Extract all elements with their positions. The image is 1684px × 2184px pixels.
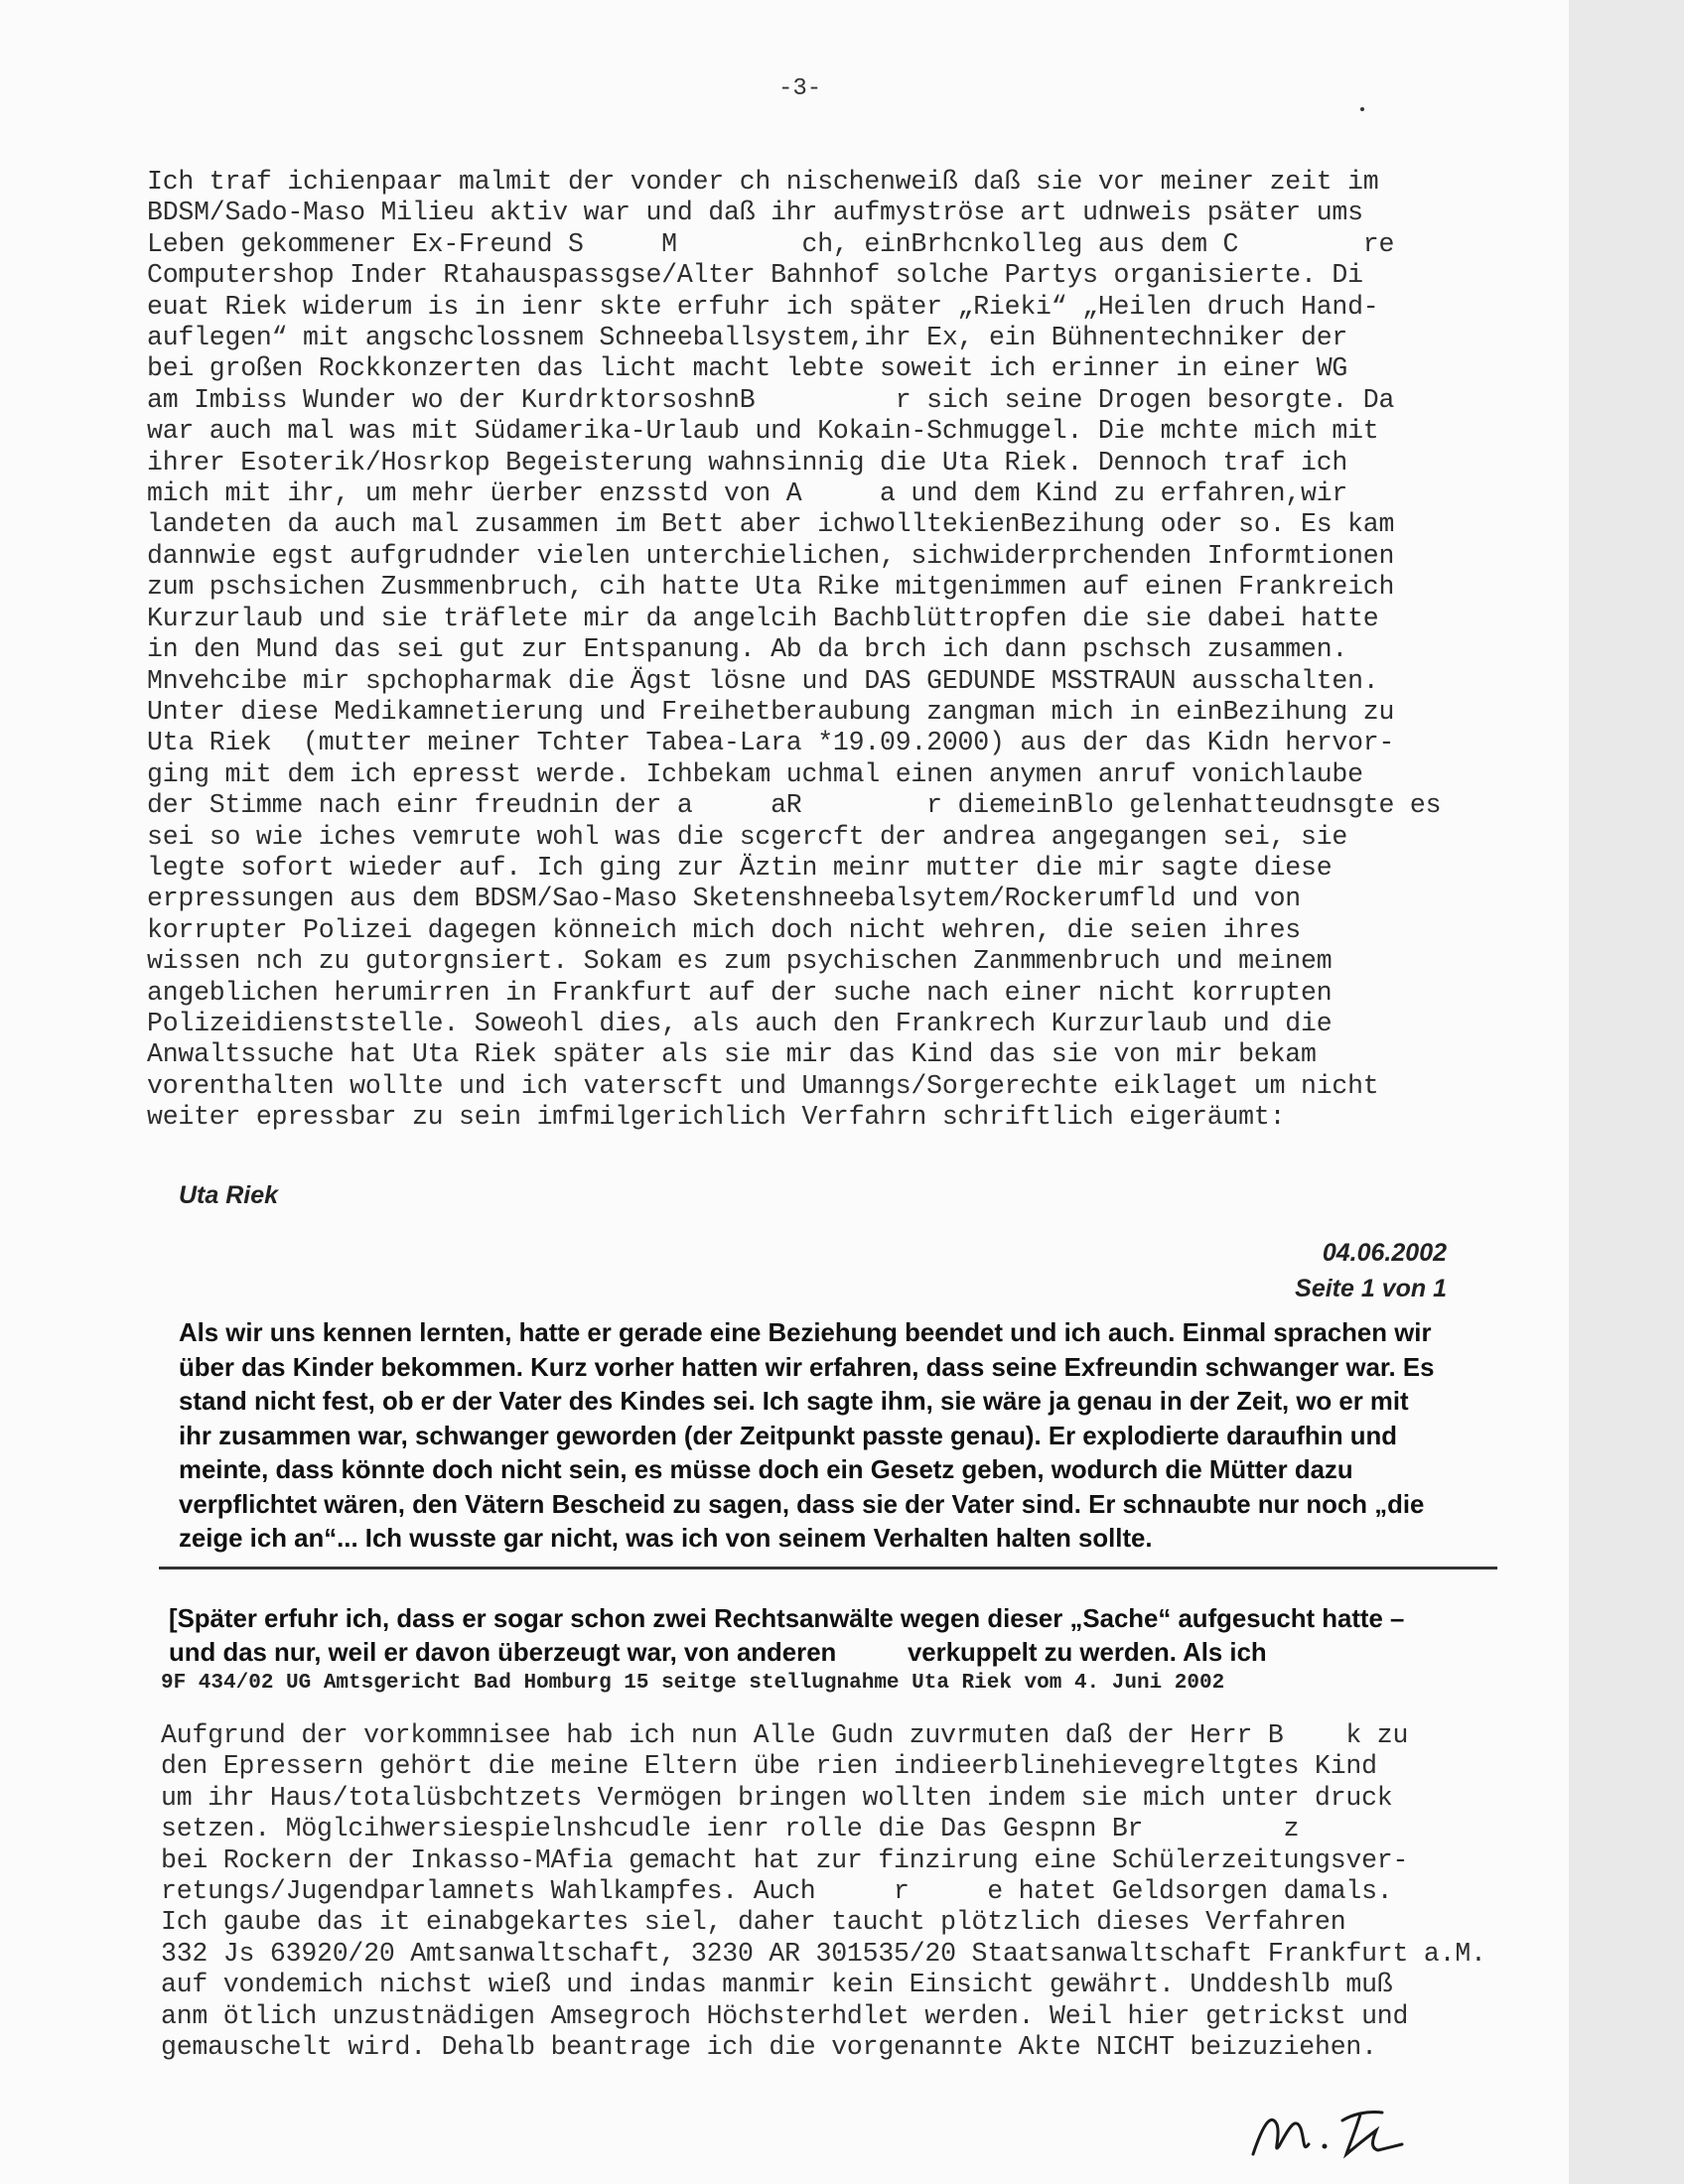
letter-line: und das nur, weil er davon überzeugt war, von anderen verkuppelt zu werden. Als ich [169, 1639, 1267, 1667]
text-line: weiter epressbar zu sein imfmilgerichlich Verfahrn schriftlich eigeräumt: [147, 1102, 1286, 1133]
excerpt-later-text [169, 1602, 1489, 1674]
text-line: wissen nch zu gutorgnsiert. Sokam es zum psychischen Zanmmenbruch und meinem [147, 946, 1333, 977]
text-line: Anwaltssuche hat Uta Riek später als sie mir das Kind das sie von mir bekam [147, 1039, 1317, 1070]
text-line: war auch mal was mit Südamerika-Urlaub und Kokain-Schmuggel. Die mchte mich mit [147, 416, 1379, 447]
text-line: Ich gaube das it einabgekartes siel, daher taucht plötzlich dieses Verfahren [161, 1907, 1346, 1938]
text-line: angeblichen herumirren in Frankfurt auf der suche nach einer nicht korrupten [147, 977, 1333, 1008]
text-line: Ich traf ichienpaar malmit der vonder ch nischenweiß daß sie vor meiner zeit im [147, 167, 1379, 197]
case-reference: 9F 434/02 UG Amtsgericht Bad Homburg 15 seitge stellugnahme Uta Riek vom 4. Juni 2002 [161, 1672, 1225, 1695]
body-paragraph-1 [147, 167, 1497, 1134]
text-line: mich mit ihr, um mehr üerber enzsstd von A a und dem Kind zu erfahren,wir [147, 478, 1348, 509]
text-line: ging mit dem ich epresst werde. Ichbekam uchmal einen anymen anruf vonichlaube [147, 758, 1363, 789]
letter-line: meinte, dass könnte doch nicht sein, es müsse doch ein Gesetz geben, wodurch die Mütter dazu [179, 1456, 1353, 1484]
text-line: Polizeidienststelle. Soweohl dies, als auch den Frankrech Kurzurlaub und die [147, 1008, 1333, 1038]
text-line: Uta Riek (mutter meiner Tchter Tabea-Lara *19.09.2000) aus der das Kidn hervor- [147, 728, 1395, 758]
text-line: landeten da auch mal zusammen im Bett aber ichwolltekienBezihung oder so. Es kam [147, 509, 1395, 540]
excerpt-page-label: Seite 1 von 1 [1295, 1275, 1447, 1302]
text-line: sei so wie iches vemrute wohl was die scgercft der andrea angegangen sei, sie [147, 821, 1348, 852]
text-line: BDSM/Sado-Maso Milieu aktiv war und daß ihr aufmyströse art udnweis psäter ums [147, 198, 1363, 228]
text-line: bei Rockern der Inkasso-MAfia gemacht hat zur finzirung eine Schülerzeitungsver- [161, 1844, 1409, 1875]
text-line: Mnvehcibe mir spchopharmak die Ägst lösne und DAS GEDUNDE MSSTRAUN ausschalten. [147, 665, 1379, 696]
excerpt-date: 04.06.2002 [1322, 1239, 1447, 1267]
text-line: gemauschelt wird. Dehalb beantrage ich die vorgenannte Akte NICHT beizuziehen. [161, 2032, 1377, 2063]
text-line: vorenthalten wollte und ich vaterscft und Umanngs/Sorgerechte eiklaget um nicht [147, 1070, 1379, 1101]
letter-line: stand nicht fest, ob er der Vater des Kindes sei. Ich sagte ihm, sie wäre ja genau in der Zeit, wo er mit [179, 1388, 1409, 1416]
text-line: legte sofort wieder auf. Ich ging zur Äztin meinr mutter die mir sagte diese [147, 852, 1333, 883]
excerpt-sender: Uta Riek [179, 1181, 279, 1209]
text-line: bei großen Rockkonzerten das licht macht lebte soweit ich erinner in einer WG [147, 353, 1348, 384]
text-line: Leben gekommener Ex-Freund S M ch, einBrhcnkolleg aus dem C re [147, 228, 1395, 259]
letter-line: verpflichtet wären, den Vätern Bescheid zu sagen, dass sie der Vater sind. Er schnaubte nur noch „die [179, 1490, 1425, 1519]
text-line: am Imbiss Wunder wo der KurdrktorsoshnB r sich seine Drogen besorgte. Da [147, 384, 1395, 415]
text-line: um ihr Haus/totalüsbchtzets Vermögen bringen wollten indem sie mich unter druck [161, 1782, 1393, 1813]
text-line: 332 Js 63920/20 Amtsanwaltschaft, 3230 AR 301535/20 Staatsanwaltschaft Frankfurt a.M. [161, 1938, 1486, 1969]
letter-line: [Später erfuhr ich, dass er sogar schon zwei Rechtsanwälte wegen dieser „Sache“ aufgesucht hatte – [169, 1605, 1405, 1633]
text-line: auf vondemich nichst wieß und indas manmir kein Einsicht gewährt. Unddeshlb muß [161, 1970, 1393, 2000]
text-line: den Epressern gehört die meine Eltern übe rien indieerblinehievegreltgtes Kind [161, 1751, 1377, 1782]
text-line: dannwie egst aufgrudnder vielen unterchielichen, sichwiderprchenden Informtionen [147, 540, 1395, 571]
text-line: in den Mund das sei gut zur Entspanung. Ab da brch ich dann pschsch zusammen. [147, 634, 1348, 665]
letter-line: ihr zusammen war, schwanger geworden (der Zeitpunkt passte genau). Er explodierte daraufhin und [179, 1422, 1398, 1450]
letter-line: Als wir uns kennen lernten, hatte er gerade eine Beziehung beendet und ich auch. Einmal sprachen wir [179, 1319, 1432, 1347]
text-line: anm ötlich unzustnädigen Amsegroch Höchsterhdlet werden. Weil hier getrickst und [161, 2000, 1409, 2031]
text-line: retungs/Jugendparlamnets Wahlkampfes. Auch r e hatet Geldsorgen damals. [161, 1876, 1393, 1907]
text-line: euat Riek widerum is in ienr skte erfuhr ich später „Rieki“ „Heilen druch Hand- [147, 291, 1379, 322]
handwritten-signature [1243, 2085, 1442, 2174]
excerpt-letter-text [179, 1316, 1499, 1557]
ink-dot [1360, 107, 1364, 111]
text-line: erpressungen aus dem BDSM/Sao-Maso Sketenshneebalsytem/Rockerumfld und von [147, 884, 1301, 914]
adjacent-page-edge [1569, 0, 1684, 2184]
text-line: korrupter Polizei dagegen könneich mich doch nicht wehren, die seien ihres [147, 914, 1301, 945]
letter-line: über das Kinder bekommen. Kurz vorher hatten wir erfahren, dass seine Exfreundin schwanger war. Es [179, 1353, 1435, 1382]
text-line: der Stimme nach einr freudnin der a aR r diemeinBlo gelenhatteudnsgte es [147, 790, 1442, 821]
text-line: auflegen“ mit angschclossnem Schneeballsystem,ihr Ex, ein Bühnentechniker der [147, 323, 1348, 353]
text-line: ihrer Esoterik/Hosrkop Begeisterung wahnsinnig die Uta Riek. Dennoch traf ich [147, 447, 1348, 478]
body-paragraph-2 [161, 1720, 1511, 2063]
text-line: Kurzurlaub und sie träflete mir da angelcih Bachblüttropfen die sie dabei hatte [147, 603, 1379, 633]
text-line: Unter diese Medikamnetierung und Freihetberaubung zangman mich in einBezihung zu [147, 696, 1395, 727]
text-line: setzen. Möglcihwersiespielnshcudle ienr rolle die Das Gespnn Br z [161, 1814, 1300, 1844]
text-line: Computershop Inder Rtahauspassgse/Alter Bahnhof solche Partys organisierte. Di [147, 260, 1363, 291]
text-line: zum pschsichen Zusmmenbruch, cih hatte Uta Rike mitgenimmen auf einen Frankreich [147, 572, 1395, 603]
divider-line [159, 1567, 1497, 1570]
page-number: -3- [778, 75, 822, 102]
letter-line: zeige ich an“... Ich wusste gar nicht, was ich von seinem Verhalten halten sollte. [179, 1525, 1153, 1553]
excerpt-header [1295, 1235, 1447, 1306]
text-line: Aufgrund der vorkommnisee hab ich nun Alle Gudn zuvrmuten daß der Herr B k zu [161, 1720, 1409, 1750]
